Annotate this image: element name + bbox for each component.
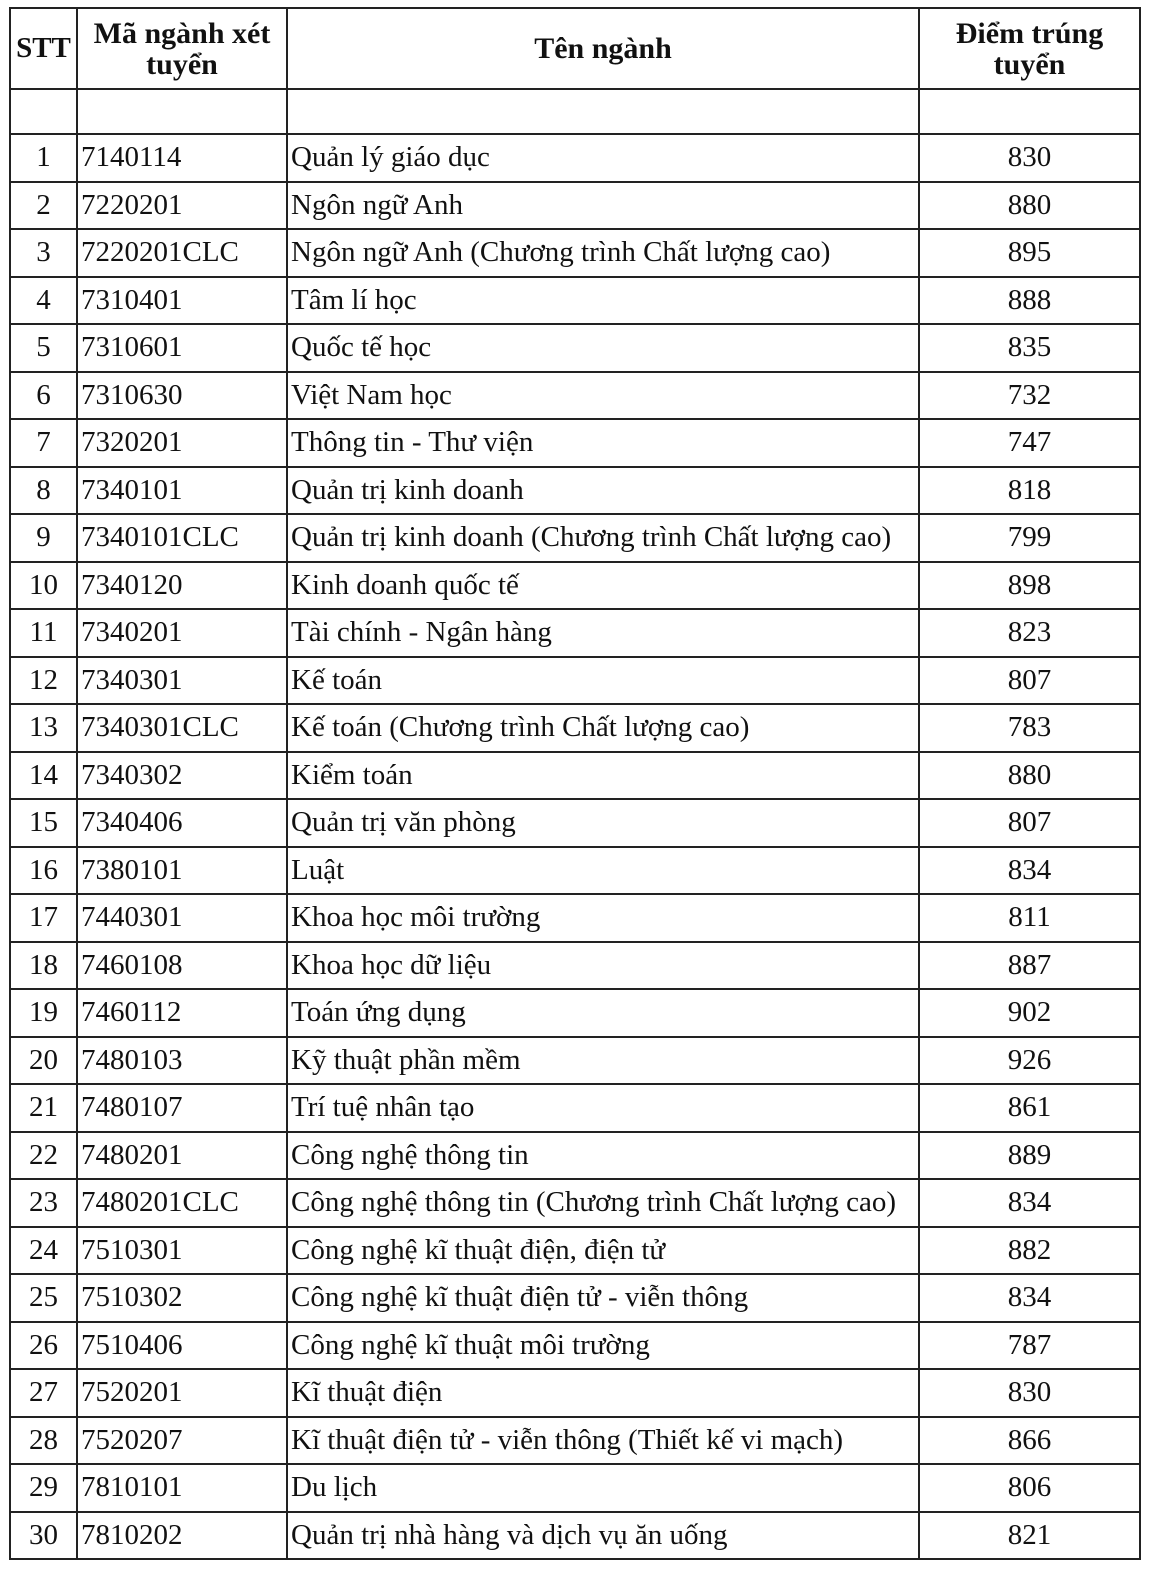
cell-score: 887 <box>919 942 1140 990</box>
table-row <box>10 134 1140 182</box>
cell-name: Trí tuệ nhân tạo <box>287 1084 919 1132</box>
cell-score: 895 <box>919 229 1140 277</box>
table-row <box>10 657 1140 705</box>
cell-code: 7480103 <box>77 1037 287 1085</box>
table-row <box>10 372 1140 420</box>
cell-name: Luật <box>287 847 919 895</box>
cell-score: 835 <box>919 324 1140 372</box>
cell-stt: 10 <box>10 562 77 610</box>
cell-code: 7220201CLC <box>77 229 287 277</box>
cell-stt: 15 <box>10 799 77 847</box>
table-row <box>10 324 1140 372</box>
cell-stt: 7 <box>10 419 77 467</box>
cell-name: Quản trị kinh doanh <box>287 467 919 515</box>
blank-row <box>10 89 1140 134</box>
cell-score: 811 <box>919 894 1140 942</box>
cell-code: 7460112 <box>77 989 287 1037</box>
cell-name: Ngôn ngữ Anh <box>287 182 919 230</box>
cell-name: Thông tin - Thư viện <box>287 419 919 467</box>
cell-name: Công nghệ kĩ thuật điện, điện tử <box>287 1227 919 1275</box>
cell-stt: 20 <box>10 1037 77 1085</box>
cell-stt: 8 <box>10 467 77 515</box>
blank-cell <box>919 89 1140 134</box>
cell-score: 799 <box>919 514 1140 562</box>
cell-score: 888 <box>919 277 1140 325</box>
cell-stt: 22 <box>10 1132 77 1180</box>
table-row <box>10 609 1140 657</box>
cell-score: 747 <box>919 419 1140 467</box>
cell-stt: 23 <box>10 1179 77 1227</box>
cell-stt: 28 <box>10 1417 77 1465</box>
cell-stt: 27 <box>10 1369 77 1417</box>
cell-score: 880 <box>919 182 1140 230</box>
cell-name: Quản trị kinh doanh (Chương trình Chất lượng cao) <box>287 514 919 562</box>
cell-name: Kiểm toán <box>287 752 919 800</box>
cell-code: 7340101CLC <box>77 514 287 562</box>
cell-name: Việt Nam học <box>287 372 919 420</box>
cell-code: 7510406 <box>77 1322 287 1370</box>
table-row <box>10 1417 1140 1465</box>
cell-stt: 25 <box>10 1274 77 1322</box>
table-row <box>10 1179 1140 1227</box>
cell-score: 830 <box>919 134 1140 182</box>
cell-stt: 2 <box>10 182 77 230</box>
table-row <box>10 894 1140 942</box>
cell-name: Công nghệ thông tin (Chương trình Chất lượng cao) <box>287 1179 919 1227</box>
cell-score: 830 <box>919 1369 1140 1417</box>
cell-stt: 1 <box>10 134 77 182</box>
cell-score: 783 <box>919 704 1140 752</box>
table-row <box>10 514 1140 562</box>
cell-code: 7520207 <box>77 1417 287 1465</box>
cell-stt: 26 <box>10 1322 77 1370</box>
cell-code: 7340101 <box>77 467 287 515</box>
blank-cell <box>77 89 287 134</box>
table-row <box>10 1227 1140 1275</box>
cell-stt: 16 <box>10 847 77 895</box>
table-row <box>10 182 1140 230</box>
cell-name: Kĩ thuật điện tử - viễn thông (Thiết kế vi mạch) <box>287 1417 919 1465</box>
cell-score: 806 <box>919 1464 1140 1512</box>
cell-stt: 29 <box>10 1464 77 1512</box>
cell-code: 7520201 <box>77 1369 287 1417</box>
header-name: Tên ngành <box>287 8 919 89</box>
cell-stt: 11 <box>10 609 77 657</box>
cell-score: 898 <box>919 562 1140 610</box>
cell-stt: 24 <box>10 1227 77 1275</box>
cell-score: 834 <box>919 847 1140 895</box>
cell-code: 7220201 <box>77 182 287 230</box>
cell-code: 7510301 <box>77 1227 287 1275</box>
table-row <box>10 1322 1140 1370</box>
cell-score: 821 <box>919 1512 1140 1560</box>
cell-name: Công nghệ kĩ thuật môi trường <box>287 1322 919 1370</box>
cell-score: 926 <box>919 1037 1140 1085</box>
header-row <box>10 8 1140 89</box>
table-edge-line <box>1139 88 1141 131</box>
cell-score: 889 <box>919 1132 1140 1180</box>
cell-name: Du lịch <box>287 1464 919 1512</box>
cell-name: Công nghệ thông tin <box>287 1132 919 1180</box>
cell-score: 823 <box>919 609 1140 657</box>
table-row <box>10 704 1140 752</box>
cell-code: 7480107 <box>77 1084 287 1132</box>
cell-stt: 13 <box>10 704 77 752</box>
cell-name: Quản lý giáo dục <box>287 134 919 182</box>
blank-cell <box>287 89 919 134</box>
cell-score: 882 <box>919 1227 1140 1275</box>
cell-code: 7810101 <box>77 1464 287 1512</box>
cell-code: 7340120 <box>77 562 287 610</box>
cell-code: 7310601 <box>77 324 287 372</box>
cell-score: 880 <box>919 752 1140 800</box>
table-row <box>10 1037 1140 1085</box>
cell-name: Kế toán <box>287 657 919 705</box>
header-stt: STT <box>10 8 77 89</box>
cell-stt: 5 <box>10 324 77 372</box>
table-row <box>10 562 1140 610</box>
cell-stt: 14 <box>10 752 77 800</box>
cell-score: 834 <box>919 1274 1140 1322</box>
table-row <box>10 942 1140 990</box>
cell-code: 7380101 <box>77 847 287 895</box>
cell-code: 7140114 <box>77 134 287 182</box>
blank-cell <box>10 89 77 134</box>
cell-score: 807 <box>919 799 1140 847</box>
cell-name: Quốc tế học <box>287 324 919 372</box>
admission-scores-table <box>9 7 1141 1560</box>
table-row <box>10 277 1140 325</box>
cell-name: Khoa học môi trường <box>287 894 919 942</box>
cell-stt: 30 <box>10 1512 77 1560</box>
cell-stt: 4 <box>10 277 77 325</box>
table-row <box>10 1369 1140 1417</box>
cell-code: 7340301CLC <box>77 704 287 752</box>
cell-stt: 9 <box>10 514 77 562</box>
cell-score: 861 <box>919 1084 1140 1132</box>
table-row <box>10 229 1140 277</box>
cell-code: 7460108 <box>77 942 287 990</box>
cell-score: 732 <box>919 372 1140 420</box>
cell-score: 902 <box>919 989 1140 1037</box>
cell-name: Quản trị văn phòng <box>287 799 919 847</box>
cell-score: 787 <box>919 1322 1140 1370</box>
table-row <box>10 1274 1140 1322</box>
cell-code: 7510302 <box>77 1274 287 1322</box>
cell-code: 7310401 <box>77 277 287 325</box>
cell-name: Toán ứng dụng <box>287 989 919 1037</box>
cell-code: 7340302 <box>77 752 287 800</box>
cell-stt: 6 <box>10 372 77 420</box>
table-row <box>10 752 1140 800</box>
cell-stt: 3 <box>10 229 77 277</box>
cell-stt: 19 <box>10 989 77 1037</box>
header-code: Mã ngành xét tuyển <box>77 8 287 89</box>
table-row <box>10 467 1140 515</box>
cell-code: 7480201 <box>77 1132 287 1180</box>
cell-name: Kỹ thuật phần mềm <box>287 1037 919 1085</box>
table-row <box>10 1084 1140 1132</box>
table-row <box>10 847 1140 895</box>
cell-score: 818 <box>919 467 1140 515</box>
cell-score: 866 <box>919 1417 1140 1465</box>
cell-name: Khoa học dữ liệu <box>287 942 919 990</box>
cell-stt: 17 <box>10 894 77 942</box>
cell-name: Quản trị nhà hàng và dịch vụ ăn uống <box>287 1512 919 1560</box>
table-row <box>10 1132 1140 1180</box>
cell-stt: 12 <box>10 657 77 705</box>
cell-code: 7310630 <box>77 372 287 420</box>
table-row <box>10 419 1140 467</box>
table-row <box>10 989 1140 1037</box>
admission-scores-table-wrapper <box>9 7 1141 1560</box>
cell-name: Kĩ thuật điện <box>287 1369 919 1417</box>
cell-name: Ngôn ngữ Anh (Chương trình Chất lượng cao) <box>287 229 919 277</box>
cell-name: Tài chính - Ngân hàng <box>287 609 919 657</box>
cell-code: 7340201 <box>77 609 287 657</box>
header-score: Điểm trúng tuyển <box>919 8 1140 89</box>
cell-code: 7480201CLC <box>77 1179 287 1227</box>
cell-code: 7340301 <box>77 657 287 705</box>
cell-code: 7810202 <box>77 1512 287 1560</box>
cell-score: 834 <box>919 1179 1140 1227</box>
cell-stt: 18 <box>10 942 77 990</box>
cell-code: 7340406 <box>77 799 287 847</box>
cell-score: 807 <box>919 657 1140 705</box>
cell-name: Kế toán (Chương trình Chất lượng cao) <box>287 704 919 752</box>
cell-name: Tâm lí học <box>287 277 919 325</box>
cell-name: Kinh doanh quốc tế <box>287 562 919 610</box>
table-row <box>10 1464 1140 1512</box>
cell-code: 7440301 <box>77 894 287 942</box>
table-row <box>10 799 1140 847</box>
cell-stt: 21 <box>10 1084 77 1132</box>
cell-code: 7320201 <box>77 419 287 467</box>
table-row <box>10 1512 1140 1560</box>
cell-name: Công nghệ kĩ thuật điện tử - viễn thông <box>287 1274 919 1322</box>
